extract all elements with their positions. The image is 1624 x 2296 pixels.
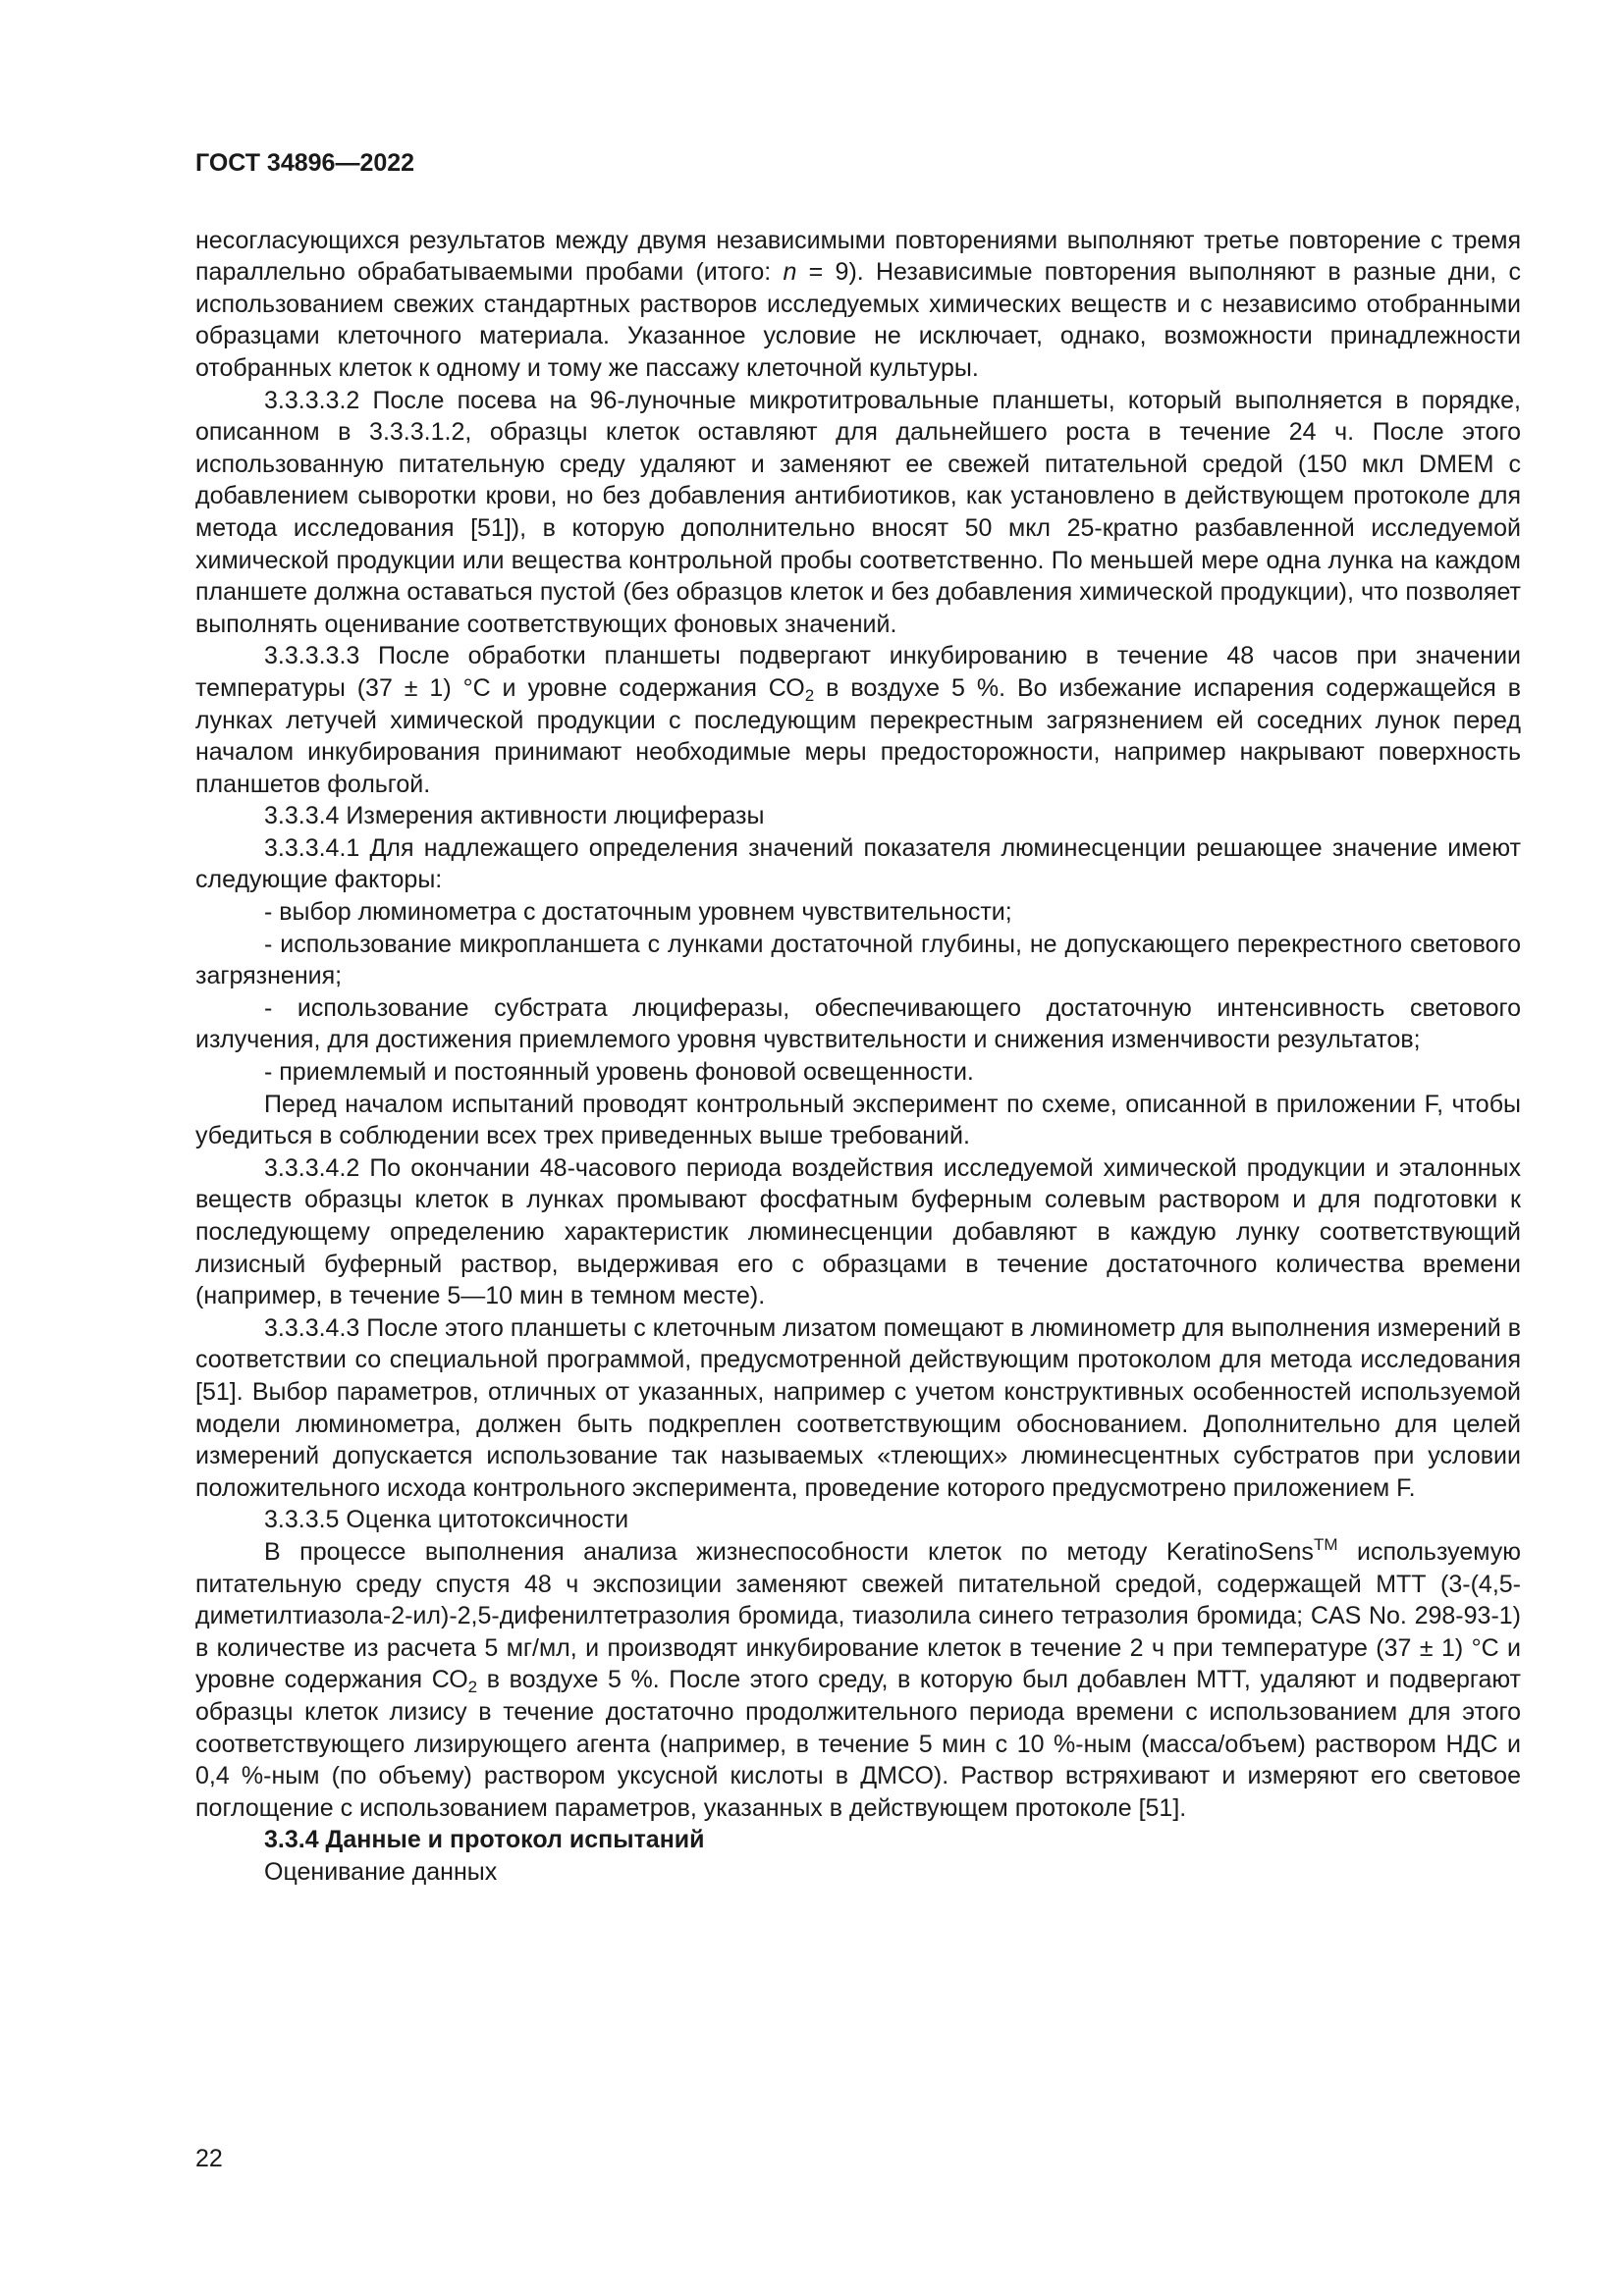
- list-item: - выбор люминометра с достаточным уровнем чувствительности;: [264, 898, 1012, 927]
- subscript: 2: [467, 1678, 478, 1697]
- section-3-3-3-5: 3.3.3.5 Оценка цитотоксичности: [264, 1506, 629, 1534]
- document-header: ГОСТ 34896—2022: [195, 149, 415, 177]
- text-run: в воздухе 5 %. После этого среду, в которую был добавлен МТТ, удаляют и подвергают образцы клеток лизису в течение достаточно продолжительного периода времени с использованием для этого соответствующего лизирующего агента (например, в течение 5 мин с 10 %-ным (масса/объем) раствором НДС и 0,4 %-ным (по объему) раствором уксусной кислоты в ДМСО). Раствор встряхивают и измеряют его световое поглощение с использованием параметров, указанных в действующем протоколе [51].: [195, 1666, 1521, 1822]
- text-run: 3.3.3.3.3 После обработки планшеты подвергают инкубированию в течение 48 часов при значении температуры (37 ± 1) °С и уровне содержания СО: [195, 642, 1521, 702]
- section-3-3-3-4: 3.3.3.4 Измерения активности люциферазы: [264, 802, 765, 830]
- subscript: 2: [804, 685, 815, 705]
- list-item: - приемлемый и постоянный уровень фоновой освещенности.: [264, 1058, 974, 1087]
- text-run: несогласующихся результатов между двумя независимыми повторениями выполняют третье повторение с тремя параллельно обрабатываемыми пробами (итого:: [195, 226, 1521, 287]
- document-page: [195, 147, 1521, 1888]
- paragraph-continuation: [195, 225, 1521, 385]
- paragraph-3-3-3-4-3: 3.3.3.4.3 После этого планшеты с клеточным лизатом помещают в люминометр для выполнения измерений в соответствии со специальной программой, предусмотренной действующим протоколом для метода исследования [51]. Выбор параметров, отличных от указанных, например с учетом конструктивных особенностей используемой модели люминометра, должен быть подкреплен соответствующим обоснованием. Дополнительно для целей измерений допускается использование так называемых «тлеющих» люминесцентных субстратов при условии положительного исхода контрольного эксперимента, проведение которого предусмотрено приложением F.: [195, 1313, 1521, 1502]
- text-run: в воздухе 5 %. Во избежание испарения содержащейся в лунках летучей химической продукции с последующим перекрестным загрязнением ей соседних лунок перед началом инкубирования принимают необходимые меры предосторожности, например накрывают поверхность планшетов фольгой.: [195, 673, 1521, 798]
- paragraph-3-3-3-4-2: 3.3.3.4.2 По окончании 48-часового периода воздействия исследуемой химической продукции и эталонных веществ образцы клеток в лунках промывают фосфатным буферным солевым раствором и для подготовки к последующему определению характеристик люминесценции добавляют в каждую лунку соответствующий лизисный буферный раствор, выдерживая его с образцами в течение достаточного количества времени (например, в течение 5—10 мин в темном месте).: [195, 1153, 1521, 1310]
- text-run: используемую питательную среду спустя 48 ч экспозиции заменяют свежей питательной средой, содержащей МТТ (3-(4,5-диметилтиазола-2-ил)-2,5-дифенилтетразолия бромида, тиазолила синего тетразолия бромида; CAS No. 298-93-1) в количестве из расчета 5 мг/мл, и производят инкубирование клеток в течение 2 ч при температуре (37 ± 1) °С и уровне содержания СО: [195, 1537, 1521, 1694]
- list-item: - использование субстрата люциферазы, обеспечивающего достаточную интенсивность светового излучения, для достижения приемлемого уровня чувствительности и снижения изменчивости результатов;: [195, 993, 1521, 1054]
- section-3-3-4-heading: 3.3.4 Данные и протокол испытаний: [264, 1826, 705, 1854]
- trademark-superscript: TM: [1313, 1534, 1338, 1554]
- paragraph-3-3-3-3-3: [195, 640, 1521, 800]
- list-item: - использование микропланшета с лунками достаточной глубины, не допускающего перекрестного светового загрязнения;: [195, 930, 1521, 990]
- variable-n: n: [783, 258, 797, 287]
- page-number: 22: [195, 2145, 223, 2172]
- paragraph-cytotoxicity: [195, 1536, 1521, 1824]
- subheading-data-evaluation: Оценивание данных: [264, 1857, 498, 1886]
- text-run: = 9). Независимые повторения выполняют в разные дни, с использованием свежих стандартных растворов исследуемых химических веществ и с независимо отобранными образцами клеточного материала. Указанное условие не исключает, однако, возможности принадлежности отобранных клеток к одному и тому же пассажу клеточной культуры.: [195, 258, 1521, 382]
- text-run: В процессе выполнения анализа жизнеспособности клеток по методу KeratinoSens: [264, 1537, 1314, 1566]
- paragraph-3-3-3-4-1: 3.3.3.4.1 Для надлежащего определения значений показателя люминесценции решающее значение имеют следующие факторы:: [195, 833, 1521, 894]
- paragraph-3-3-3-3-2: 3.3.3.3.2 После посева на 96-луночные микротитровальные планшеты, который выполняется в порядке, описанном в 3.3.3.1.2, образцы клеток оставляют для дальнейшего роста в течение 24 ч. После этого использованную питательную среду удаляют и заменяют ее свежей питательной средой (150 мкл DMEM с добавлением сыворотки крови, но без добавления антибиотиков, как установлено в действующем протоколе для метода исследования [51]), в которую дополнительно вносят 50 мкл 25-кратно разбавленной исследуемой химической продукции или вещества контрольной пробы соответственно. По меньшей мере одна лунка на каждом планшете должна оставаться пустой (без образцов клеток и без добавления химической продукции), что позволяет выполнять оценивание соответствующих фоновых значений.: [195, 386, 1521, 638]
- paragraph-control-experiment: Перед началом испытаний проводят контрольный эксперимент по схеме, описанной в приложении F, чтобы убедиться в соблюдении всех трех приведенных выше требований.: [195, 1090, 1521, 1150]
